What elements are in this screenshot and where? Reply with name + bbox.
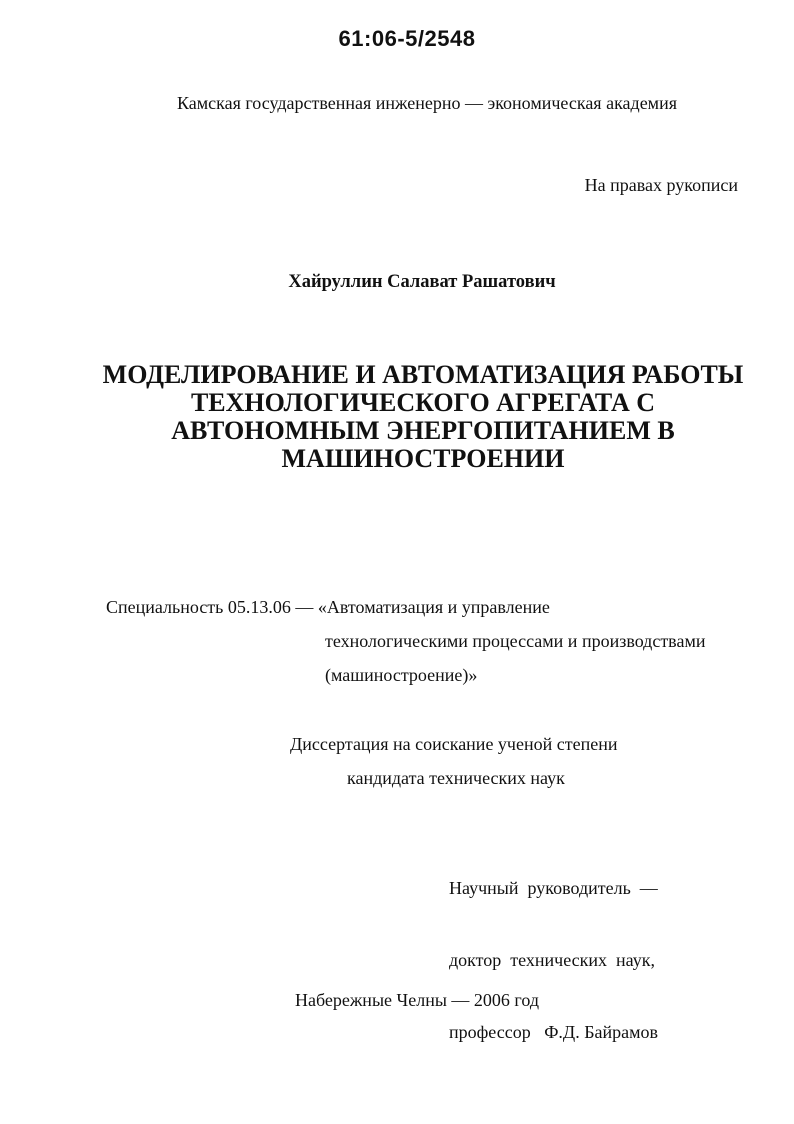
author-name: Хайруллин Салават Рашатович [288,272,556,292]
specialty-line-1: Специальность 05.13.06 — «Автоматизация и управление [106,597,550,617]
title-line: ТЕХНОЛОГИЧЕСКОГО АГРЕГАТА С [190,388,656,417]
supervisor-name: профессор Ф.Д. Байрамов [449,1022,659,1042]
dissertation-degree-line-2: кандидата технических наук [347,768,565,788]
city-and-year: Набережные Челны — 2006 год [294,990,539,1010]
institution-name: Камская государственная инженерно — экономическая академия [176,93,677,113]
dissertation-degree-line-1: Диссертация на соискание ученой степени [290,734,618,754]
specialty-line-2: технологическими процессами и производствами [325,631,706,651]
specialty-line-3: (машиностроение)» [325,665,478,685]
supervisor-degree: доктор технических наук, [449,950,655,970]
title-line: АВТОНОМНЫМ ЭНЕРГОПИТАНИЕМ В [171,416,675,445]
title-line: МОДЕЛИРОВАНИЕ И АВТОМАТИЗАЦИЯ РАБОТЫ [102,360,744,389]
manuscript-rights-note: На правах рукописи [584,175,738,195]
supervisor-block [449,834,658,1068]
dissertation-title [90,361,756,473]
supervisor-role: Научный руководитель — [449,878,658,898]
title-line: МАШИНОСТРОЕНИИ [281,444,565,473]
catalog-stamp: 61:06-5/2548 [338,26,476,51]
